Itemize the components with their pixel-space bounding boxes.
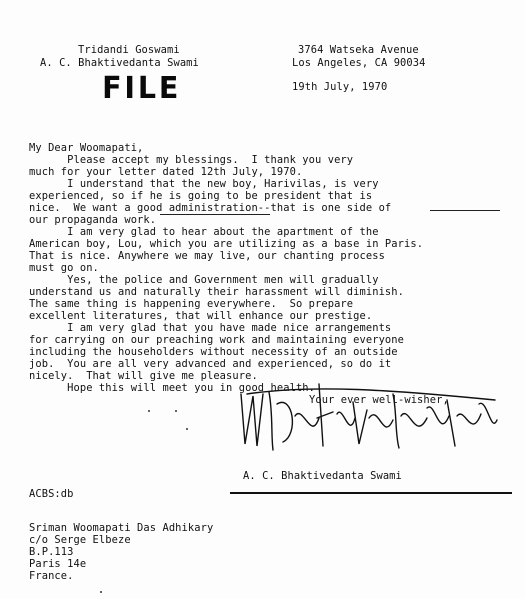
body-line: That is nice. Anywhere we may live, our chanting process: [29, 250, 385, 262]
body-line: including the householders without necessity of an outside: [29, 346, 398, 358]
recipient-line: B.P.113: [29, 546, 74, 558]
body-line: I am very glad to hear about the apartment of the: [29, 226, 379, 238]
body-line: our propaganda work.: [29, 214, 157, 226]
signatory-name: A. C. Bhaktivedanta Swami: [243, 470, 402, 482]
body-line: Hope this will meet you in good health.: [29, 382, 316, 394]
body-line: Please accept my blessings. I thank you very: [29, 154, 354, 166]
body-line: experienced, so if he is going to be president that is: [29, 190, 373, 202]
body-line: Yes, the police and Government men will gradually: [29, 274, 379, 286]
signature-rule: [230, 492, 512, 494]
reference-initials: ACBS:db: [29, 488, 74, 500]
body-line: much for your letter dated 12th July, 1970.: [29, 166, 303, 178]
ink-underline: [160, 214, 270, 215]
body-line: understand us and naturally their harassment will diminish.: [29, 286, 404, 298]
body-line: nicely. That will give me pleasure.: [29, 370, 258, 382]
body-line: for carrying on our preaching work and maintaining everyone: [29, 334, 404, 346]
body-line: must go on.: [29, 262, 99, 274]
letter-date: 19th July, 1970: [292, 81, 388, 93]
sender-name: Tridandi Goswami: [78, 44, 180, 56]
handwritten-signature: [233, 364, 503, 456]
address-line-1: 3764 Watseka Avenue: [298, 44, 419, 56]
body-line: excellent literatures, that will enhance our prestige.: [29, 310, 373, 322]
body-line: American boy, Lou, which you are utilizing as a base in Paris.: [29, 238, 424, 250]
body-line: I am very glad that you have made nice arrangements: [29, 322, 392, 334]
recipient-line: Sriman Woomapati Das Adhikary: [29, 522, 214, 534]
recipient-line: c/o Serge Elbeze: [29, 534, 131, 546]
recipient-line: Paris 14e: [29, 558, 87, 570]
address-line-2: Los Angeles, CA 90034: [292, 57, 426, 69]
scan-speck: [186, 428, 188, 430]
scan-speck: [148, 410, 150, 412]
scan-speck: [175, 410, 177, 412]
body-line: The same thing is happening everywhere. So prepare: [29, 298, 354, 310]
body-line: job. You are all very advanced and experienced, so do it: [29, 358, 392, 370]
ink-dash-mark: [430, 210, 500, 211]
salutation: My Dear Woomapati,: [29, 142, 144, 154]
sender-title: A. C. Bhaktivedanta Swami: [40, 57, 199, 69]
file-stamp: FILE: [102, 71, 182, 106]
body-line: nice. We want a good administration--that is one side of: [29, 202, 392, 214]
body-line: I understand that the new boy, Harivilas, is very: [29, 178, 379, 190]
recipient-line: France.: [29, 570, 74, 582]
closing: Your ever well-wisher,: [309, 394, 449, 406]
scan-speck: [100, 591, 102, 593]
